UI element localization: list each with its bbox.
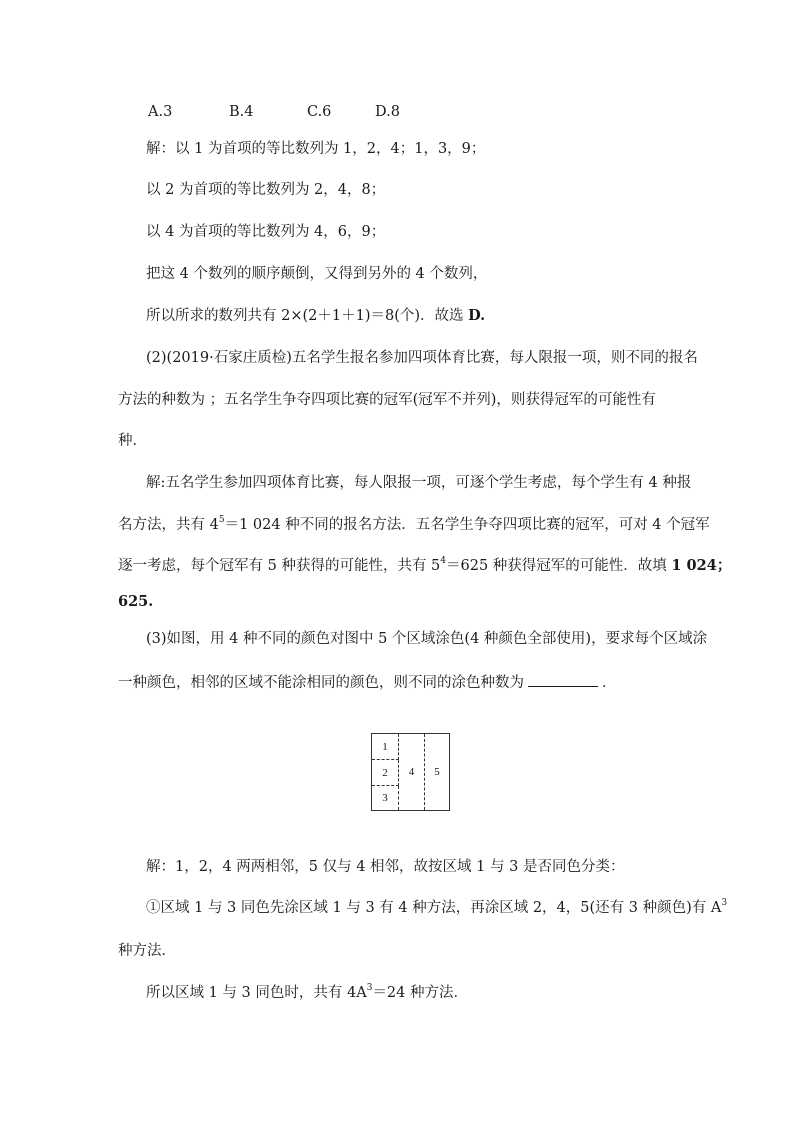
q3-stem-line-2-part-a: 一种颜色，相邻的区域不能涂相同的颜色，则不同的涂色种数为: [118, 675, 524, 691]
q1-solution-line-3: 以 4 为首项的等比数列为 4，6，9；: [146, 224, 386, 240]
region-diagram: [371, 733, 450, 811]
q2-solution-line-3-part-b: ＝625 种获得冠军的可能性．故填: [446, 558, 667, 574]
q2-answer-part-2: 625.: [118, 593, 154, 610]
superscript: 3: [721, 898, 728, 908]
q2-stem-line-2: 方法的种数为 ；五名学生争夺四项比赛的冠军(冠军不并列)，则获得冠军的可能性有: [118, 392, 656, 408]
q1-solution-line-4: 把这 4 个数列的顺序颠倒，又得到另外的 4 个数列，: [146, 266, 488, 282]
q3-solution-line-4-part-b: ＝24 种方法．: [372, 985, 468, 1001]
q1-solution-line-1: 解：以 1 为首项的等比数列为 1，2，4；1，3，9；: [146, 141, 486, 157]
answer-blank: [528, 672, 598, 687]
region-4: 4: [399, 734, 425, 810]
q2-solution-line-2: [118, 515, 710, 535]
q3-solution-line-2-text: ①区域 1 与 3 同色先涂区域 1 与 3 有 4 种方法，再涂区域 2，4，5(还有 3 种颜色)有 A: [146, 900, 722, 916]
exponent: 4: [440, 556, 447, 566]
option-a: A.3: [148, 104, 173, 120]
region-3: 3: [372, 786, 399, 810]
q3-solution-line-4-part-a: 所以区域 1 与 3 同色时，共有 4A: [146, 985, 367, 1001]
region-1: 1: [372, 734, 399, 760]
option-d: D.8: [375, 104, 400, 120]
q1-solution-line-5: [146, 306, 485, 326]
q1-answer: D.: [468, 307, 486, 324]
q2-solution-line-3: [118, 556, 731, 576]
q2-solution-line-3-part-a: 逐一考虑，每个冠军有 5 种获得的可能性，共有 5: [118, 558, 441, 574]
option-b: B.4: [229, 104, 254, 120]
q2-solution-line-1: 解:五名学生参加四项体育比赛，每人限报一项，可逐个学生考虑，每个学生有 4 种报: [146, 475, 692, 491]
q2-solution-line-2-part-b: ＝1 024 种不同的报名方法．五名学生争夺四项比赛的冠军，可对 4 个冠军: [224, 517, 710, 533]
q3-stem-line-2-part-b: ．: [602, 675, 617, 691]
q3-solution-line-2: [146, 898, 727, 918]
q3-solution-line-1: 解：1，2，4 两两相邻，5 仅与 4 相邻，故按区域 1 与 3 是否同色分类：: [146, 859, 625, 875]
region-2: 2: [372, 760, 399, 786]
q2-solution-line-2-part-a: 名方法，共有 4: [118, 517, 219, 533]
q3-solution-line-4: [146, 983, 468, 1003]
exponent: 5: [218, 515, 225, 525]
option-c: C.6: [307, 104, 332, 120]
q1-solution-line-2: 以 2 为首项的等比数列为 2，4，8；: [146, 182, 386, 198]
q1-solution-text: 所以所求的数列共有 2×(2＋1＋1)＝8(个)．故选: [146, 308, 464, 324]
q2-stem-line-1: (2)(2019·石家庄质检)五名学生报名参加四项体育比赛，每人限报一项，则不同的报名: [146, 350, 698, 366]
superscript: 3: [366, 983, 373, 993]
q3-solution-line-3: 种方法．: [118, 943, 176, 959]
q2-stem-line-3: 种．: [118, 433, 147, 449]
region-5: 5: [434, 766, 440, 778]
q3-stem-line-2: [118, 672, 617, 693]
q3-stem-line-1: (3)如图，用 4 种不同的颜色对图中 5 个区域涂色(4 种颜色全部使用)，要求每个区域涂: [146, 631, 708, 647]
q2-answer-part-1: 1 024；: [671, 557, 732, 574]
